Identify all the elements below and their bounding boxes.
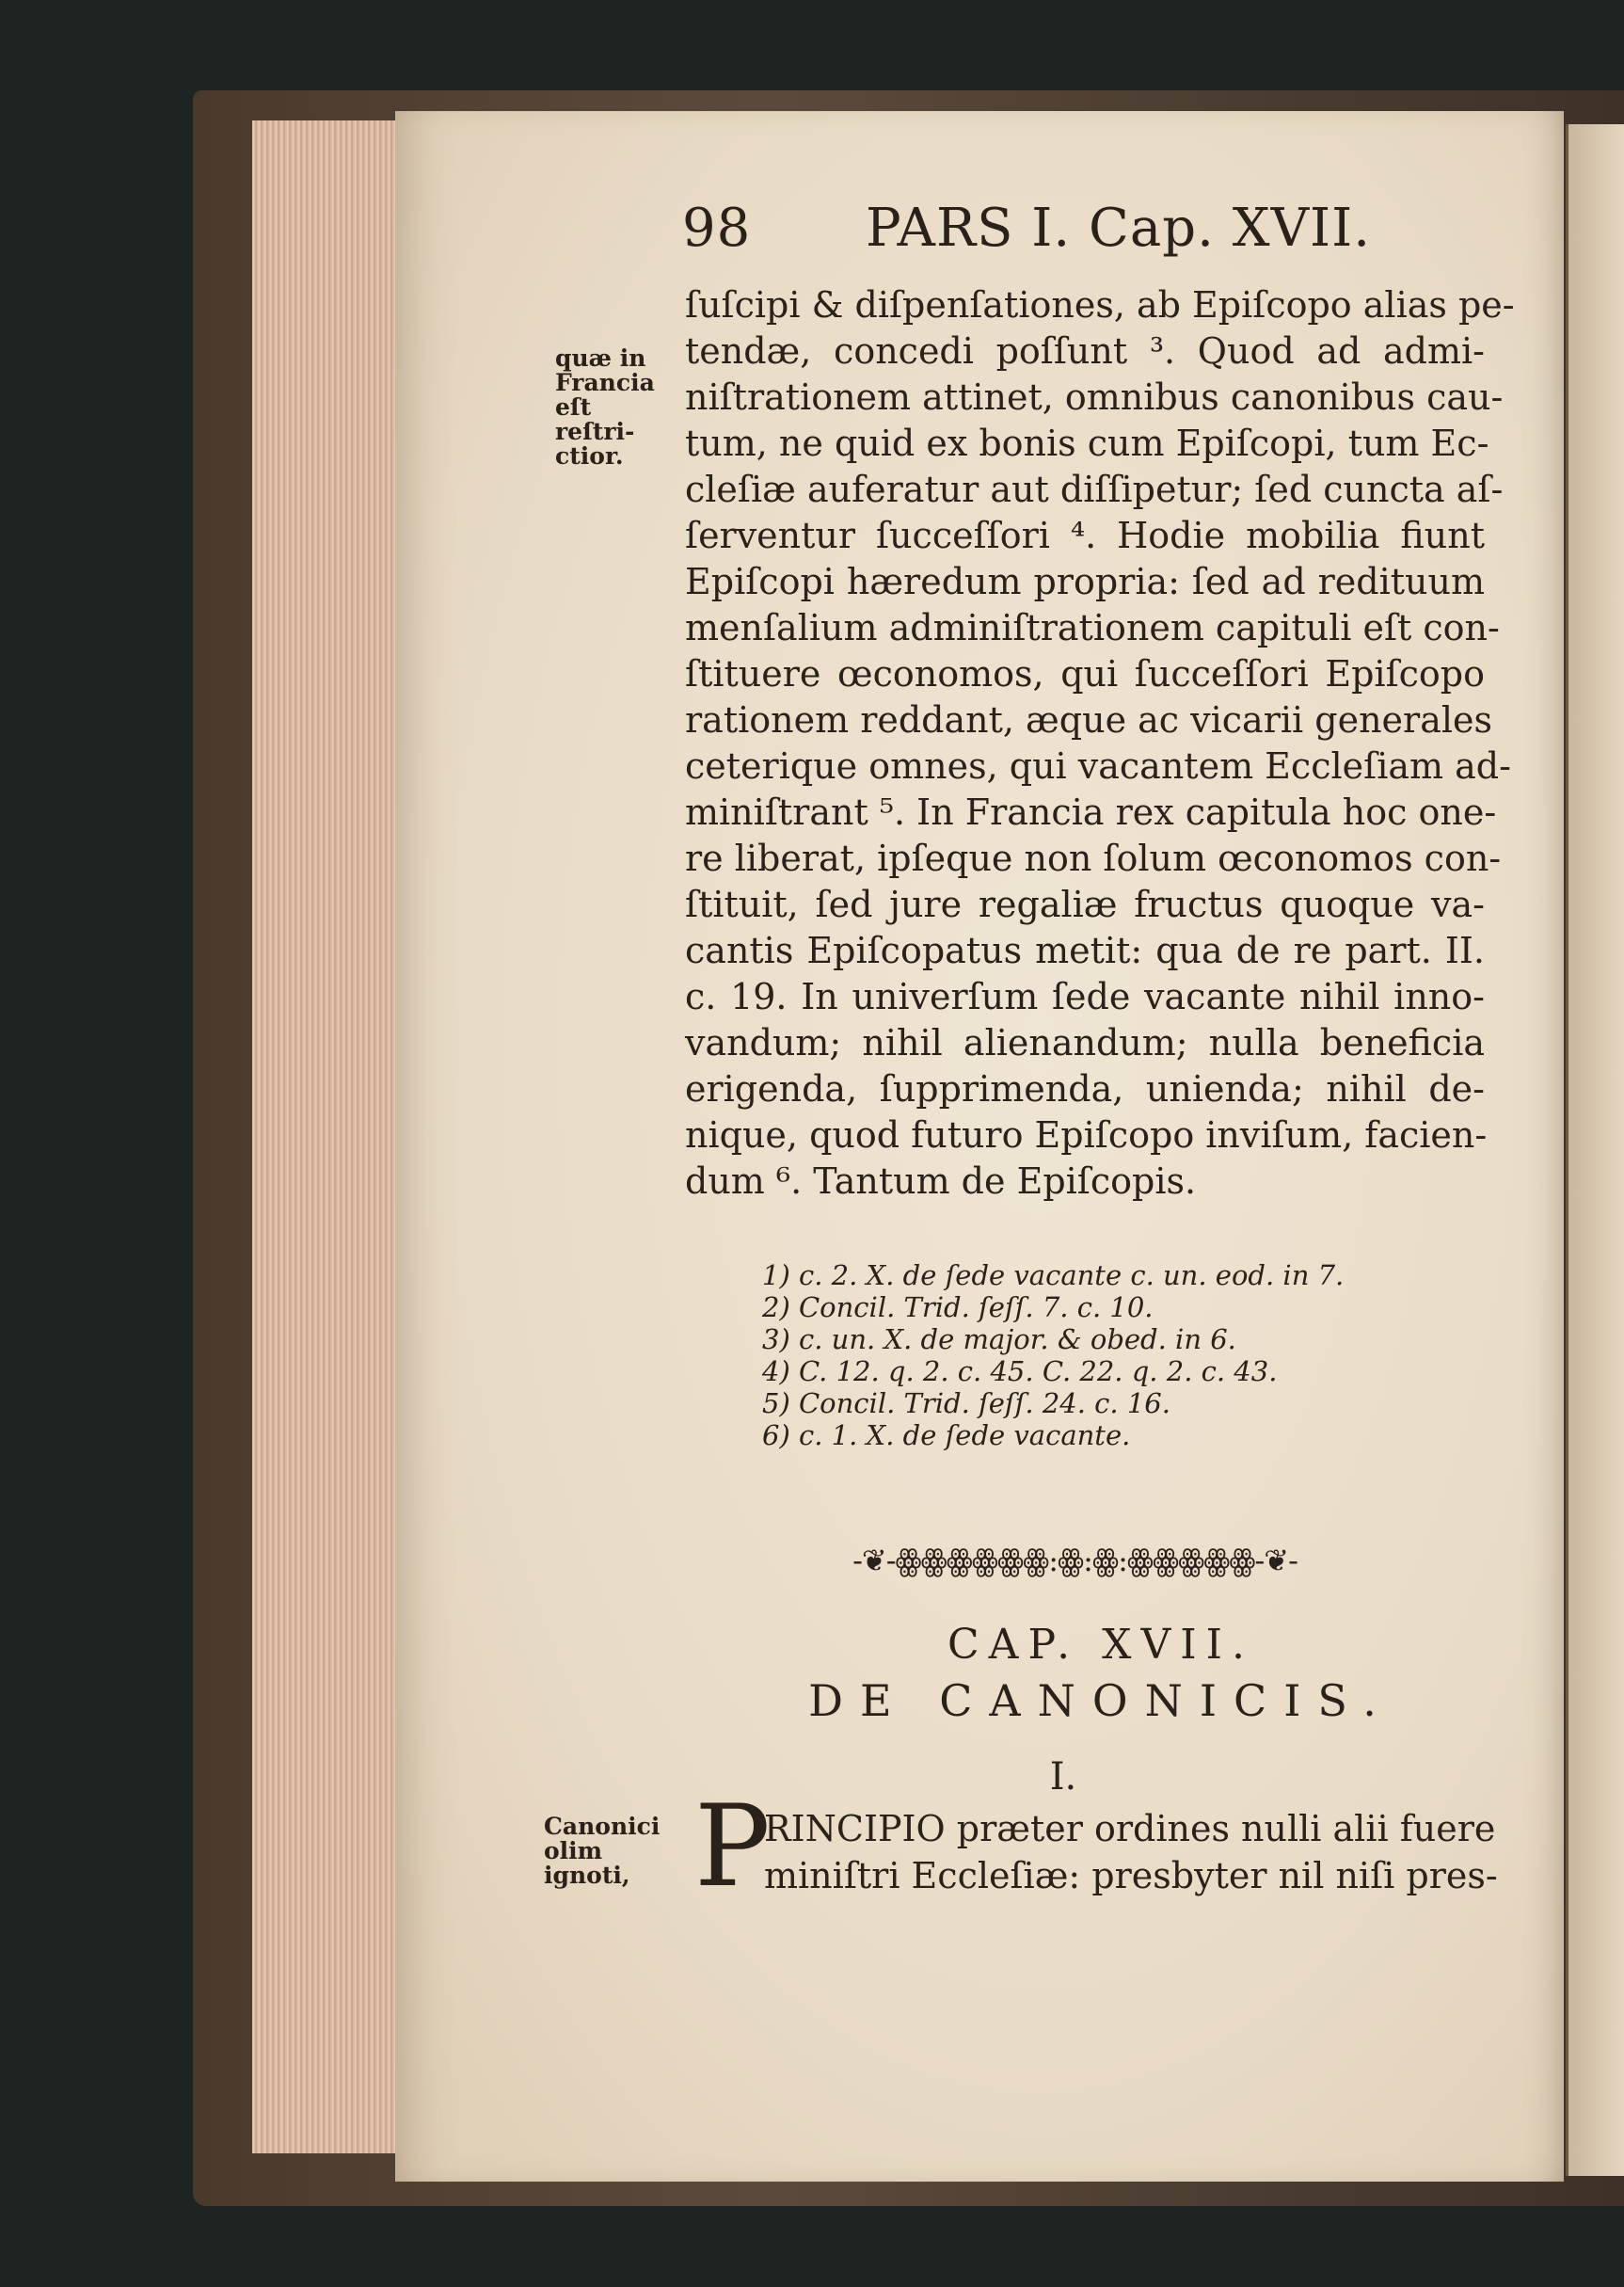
body-line: c. 19. In univerſum ſede vacante nihil inno- — [685, 976, 1485, 1017]
opening-text — [764, 1805, 1498, 1899]
body-line: dum ⁶. Tantum de Epiſcopis. — [685, 1160, 1197, 1202]
page-edges — [252, 120, 405, 2153]
running-title: PARS I. Cap. XVII. — [866, 198, 1372, 259]
body-line: cleſiæ auferatur aut diſſipetur; ſed cuncta aſ- — [685, 469, 1504, 510]
margin-note-line: Francia — [555, 369, 655, 396]
body-line: rationem reddant, æque ac vicarii generales — [685, 699, 1493, 741]
page-number: 98 — [682, 198, 752, 259]
margin-note-2 — [544, 1813, 661, 1889]
footnote: 2) Concil. Trid. ſeſſ. 7. c. 10. — [762, 1291, 1154, 1323]
margin-note-line: ignoti, — [544, 1862, 630, 1889]
body-line: ſtituere œconomos, qui ſucceſſori Epiſcopo — [685, 653, 1485, 695]
running-header — [682, 198, 1372, 273]
margin-note-line: quæ in — [555, 344, 646, 372]
body-line: cantis Epiſcopatus metit: qua de re part. II. — [685, 930, 1485, 971]
chapter-title: DE CANONICIS. — [808, 1675, 1393, 1726]
body-line: re liberat, ipſeque non ſolum œconomos con- — [685, 838, 1502, 879]
footnote: 3) c. un. X. de major. & obed. in 6. — [762, 1323, 1236, 1355]
body-line: menſalium adminiſtrationem capituli eſt con- — [685, 607, 1500, 648]
body-text — [685, 282, 1515, 1205]
footnote: 5) Concil. Trid. ſeſſ. 24. c. 16. — [762, 1387, 1170, 1419]
ornament-divider: -❦-ꙮꙮꙮꙮꙮꙮ:ꙮ:ꙮ:ꙮꙮꙮꙮꙮ-❦- — [852, 1543, 1298, 1578]
margin-note-line: ctior. — [555, 442, 624, 470]
body-line: nique, quod futuro Epiſcopo inviſum, facien- — [685, 1114, 1488, 1156]
body-line: miniſtrant ⁵. In Francia rex capitula hoc one- — [685, 792, 1497, 833]
body-line: tum, ne quid ex bonis cum Epiſcopi, tum Ec- — [685, 423, 1489, 464]
margin-note-1 — [555, 346, 668, 469]
chapter-label: CAP. XVII. — [947, 1621, 1254, 1669]
section-number: I. — [1049, 1755, 1077, 1799]
margin-note-line: Canonici — [544, 1813, 661, 1840]
opening-line: miniſtri Eccleſiæ: presbyter nil niſi pres- — [764, 1855, 1498, 1896]
facing-page-edge — [1566, 124, 1624, 2176]
footnote: 1) c. 2. X. de ſede vacante c. un. eod. in 7. — [762, 1259, 1345, 1291]
drop-cap: P — [694, 1782, 771, 1912]
body-line: vandum; nihil alienandum; nulla beneficia — [685, 1022, 1485, 1064]
opening-line: RINCIPIO præter ordines nulli alii fuere — [764, 1808, 1496, 1849]
body-line: ſerventur ſucceſſori ⁴. Hodie mobilia fiunt — [685, 515, 1485, 556]
footnote: 4) C. 12. q. 2. c. 45. C. 22. q. 2. c. 43. — [762, 1355, 1278, 1387]
body-line: ſtituit, ſed jure regaliæ fructus quoque va- — [685, 884, 1485, 925]
footnote: 6) c. 1. X. de ſede vacante. — [762, 1419, 1131, 1451]
body-line: tendæ, concedi poſſunt ³. Quod ad admi- — [685, 330, 1485, 372]
footnotes — [762, 1259, 1421, 1451]
body-line: niſtrationem attinet, omnibus canonibus cau- — [685, 376, 1504, 418]
body-line: ceterique omnes, qui vacantem Eccleſiam ad- — [685, 745, 1511, 787]
body-line: ſuſcipi & diſpenſationes, ab Epiſcopo alias pe- — [685, 284, 1515, 326]
margin-note-line: eſt reſtri- — [555, 393, 635, 445]
body-line: erigenda, ſupprimenda, unienda; nihil de- — [685, 1068, 1485, 1110]
margin-note-line: olim — [544, 1837, 603, 1864]
body-line: Epiſcopi hæredum propria: ſed ad redituum — [685, 561, 1485, 602]
